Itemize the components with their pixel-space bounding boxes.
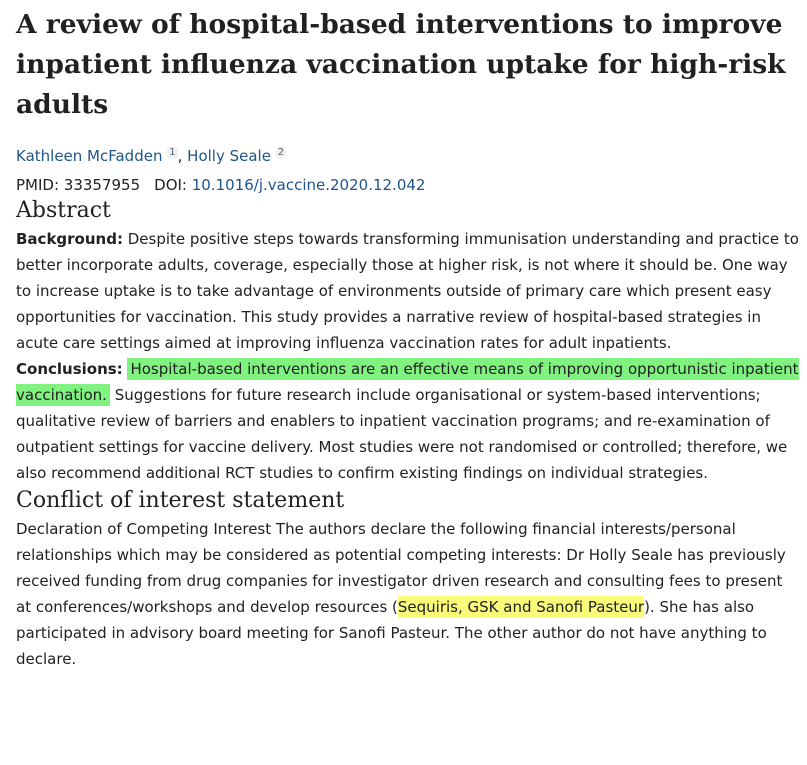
background-text: Despite positive steps towards transforming immunisation understanding and practice to better incorporate adults, coverage, especially those at higher risk, is not where it should be. One way to increase uptake is to take advantage of environments outside of primary care which present easy opportunities for vaccination. This study provides a narrative review of hospital-based strategies in acute care settings aimed at improving influenza vaccination rates for adult inpatients. bbox=[16, 230, 799, 352]
coi-text-after: ). She has also participated in advisory board meeting for Sanofi Pasteur. The other author do not have anything to declare. bbox=[16, 598, 767, 668]
doi-label: DOI: bbox=[154, 176, 192, 194]
affiliation-ref-1[interactable]: 1 bbox=[169, 147, 176, 158]
conclusions-text: Suggestions for future research include organisational or system-based interventions; qualitative review of barriers and enablers to inpatient vaccination programs; and re-examination of outpatient settings for vaccine delivery. Most studies were not randomised or controlled; therefore, we also recommend additional RCT studies to confirm existing findings on individual strategies. bbox=[16, 386, 788, 482]
conclusions-highlight: Hospital-based interventions are an effective means of improving opportunistic inpatient vaccination. bbox=[16, 360, 799, 404]
author-list bbox=[16, 143, 802, 166]
abstract-background bbox=[16, 226, 802, 356]
article-page bbox=[16, 0, 802, 672]
pmid-label: PMID: bbox=[16, 176, 64, 194]
coi-text-before: Declaration of Competing Interest The authors declare the following financial interests/personal relationships which may be considered as potential competing interests: Dr Holly Seale has previously received funding from drug companies for investigator driven research and consulting fees to present at conferences/workshops and develop resources ( bbox=[16, 520, 786, 616]
author-separator: , bbox=[177, 147, 188, 165]
author-link-mcfadden[interactable]: Kathleen McFadden bbox=[16, 147, 163, 165]
pmid-value: 33357955 bbox=[63, 176, 141, 194]
abstract-heading: Abstract bbox=[16, 198, 111, 223]
abstract-conclusions bbox=[16, 356, 802, 486]
coi-statement bbox=[16, 516, 802, 672]
coi-highlight: Sequiris, GSK and Sanofi Pasteur bbox=[397, 598, 645, 616]
article-identifiers bbox=[16, 174, 802, 196]
conclusions-label: Conclusions: bbox=[16, 360, 123, 378]
author-link-seale[interactable]: Holly Seale bbox=[187, 147, 271, 165]
article-title: A review of hospital-based interventions to improve inpatient influenza vaccination uptake for high-risk adults bbox=[16, 9, 786, 120]
affiliation-ref-2[interactable]: 2 bbox=[277, 147, 285, 158]
coi-heading: Conflict of interest statement bbox=[16, 488, 345, 513]
background-label: Background: bbox=[16, 230, 123, 248]
doi-link[interactable]: 10.1016/j.vaccine.2020.12.042 bbox=[191, 176, 426, 194]
